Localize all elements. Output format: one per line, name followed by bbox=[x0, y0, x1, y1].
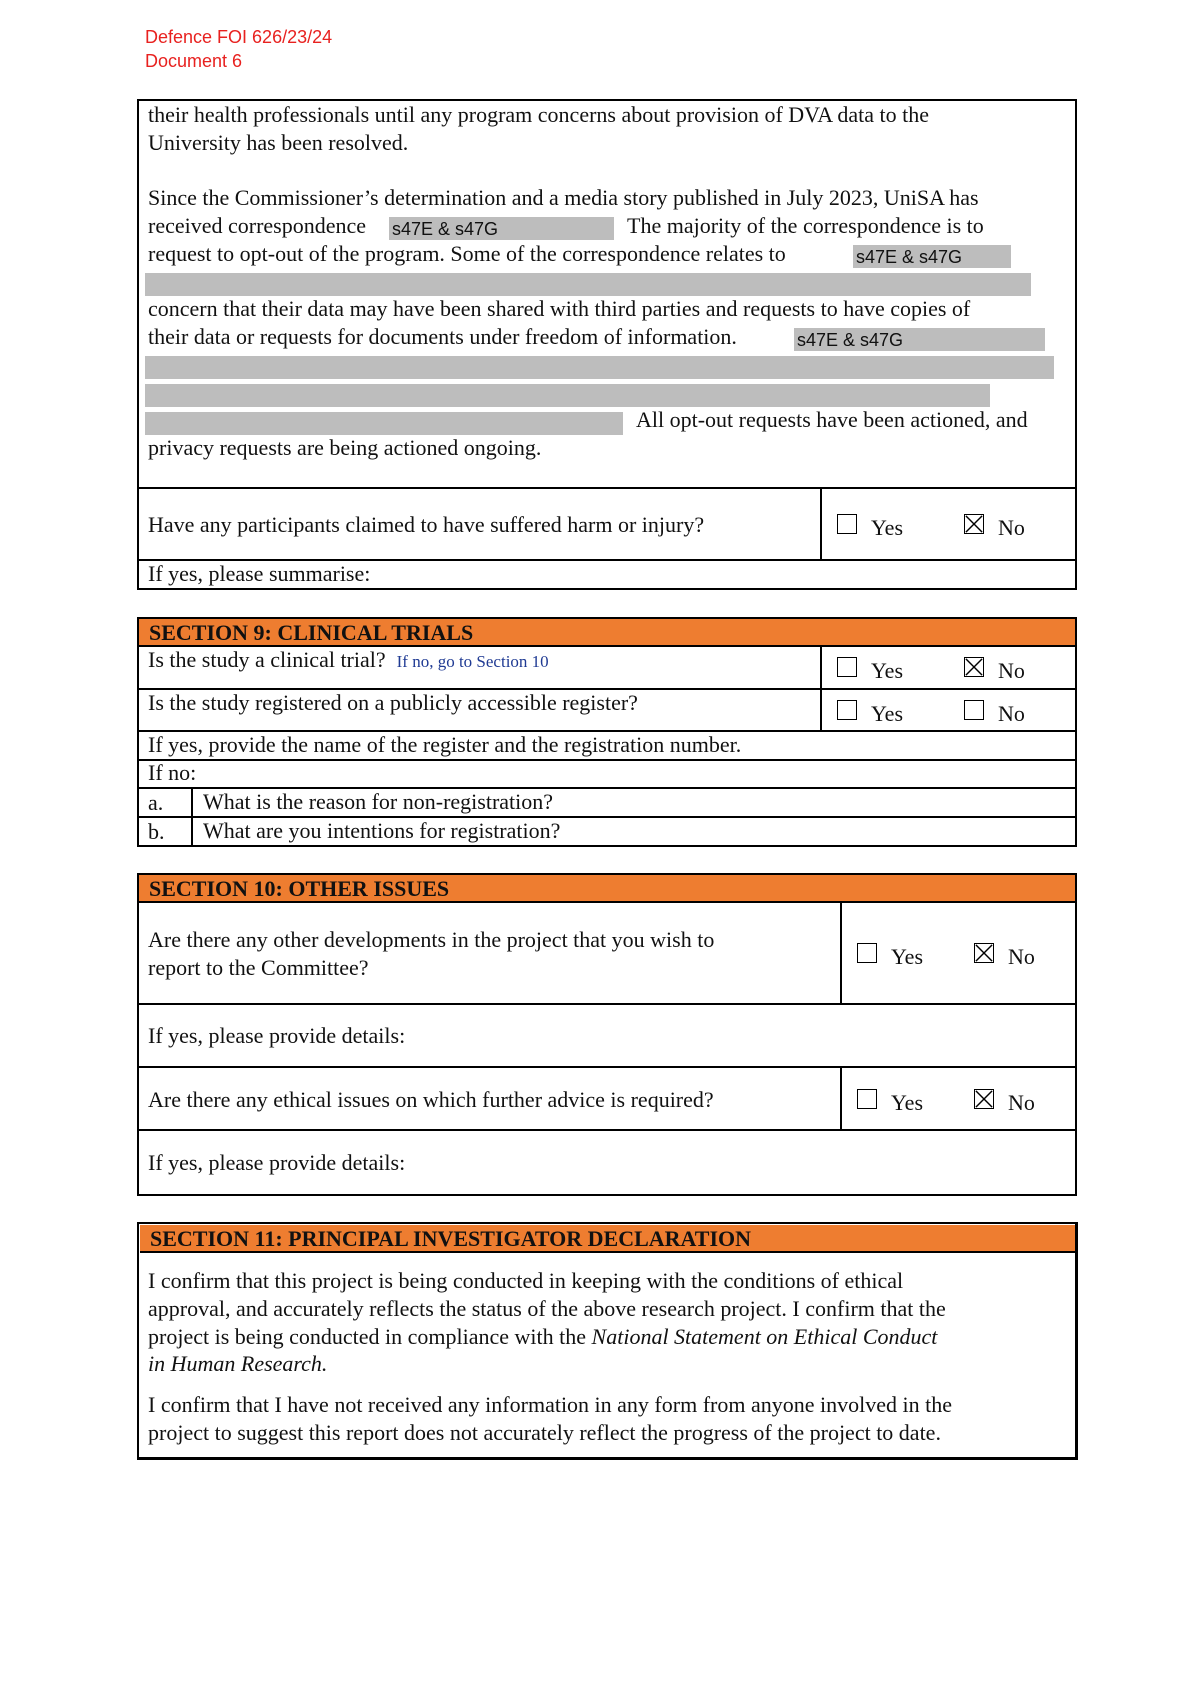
column-divider bbox=[820, 487, 822, 561]
paragraph-text: All opt-out requests have been actioned, and bbox=[636, 407, 1028, 432]
section-skip-note: If no, go to Section 10 bbox=[396, 652, 549, 671]
ethical-issues-question: Are there any ethical issues on which further advice is required? bbox=[148, 1087, 714, 1112]
paragraph-text: received correspondence bbox=[148, 213, 367, 238]
document-number: Document 6 bbox=[145, 51, 243, 71]
item-label: b. bbox=[148, 819, 165, 844]
paragraph-text: Since the Commissioner’s determination and a media story published in July 2023, UniSA has bbox=[148, 185, 979, 210]
paragraph-text: concern that their data may have been shared with third parties and requests to have copies of bbox=[148, 296, 971, 321]
paragraph-text: The majority of the correspondence is to bbox=[627, 213, 984, 238]
row-divider bbox=[137, 1066, 1077, 1068]
checkbox-label: Yes bbox=[871, 515, 904, 540]
column-divider bbox=[840, 903, 842, 1005]
national-statement-title: in Human Research. bbox=[148, 1351, 328, 1376]
column-divider bbox=[840, 1066, 842, 1131]
checkbox-label: Yes bbox=[871, 701, 904, 726]
national-statement-title: National Statement on Ethical Conduct bbox=[591, 1324, 938, 1349]
checkbox-label: Yes bbox=[891, 944, 924, 969]
section11-title: SECTION 11: PRINCIPAL INVESTIGATOR DECLARATION bbox=[140, 1225, 1075, 1253]
paragraph-text: their data or requests for documents under freedom of information. bbox=[148, 324, 737, 349]
checkbox-label: Yes bbox=[871, 658, 904, 683]
if-no-label: If no: bbox=[148, 760, 197, 785]
declaration-text: I confirm that I have not received any information in any form from anyone involved in the bbox=[148, 1392, 952, 1417]
declaration-text bbox=[148, 1350, 327, 1378]
section10-title: SECTION 10: OTHER ISSUES bbox=[139, 875, 1075, 903]
redaction-block bbox=[145, 356, 1054, 379]
clinical-trial-question: Is the study a clinical trial? If no, go to Section 10 bbox=[148, 647, 549, 672]
section9-title: SECTION 9: CLINICAL TRIALS bbox=[139, 619, 1075, 647]
redaction-block bbox=[145, 273, 1031, 296]
row-divider bbox=[137, 1003, 1077, 1005]
declaration-text: I confirm that this project is being conducted in keeping with the conditions of ethical bbox=[148, 1268, 904, 1293]
developments-no-checkbox[interactable] bbox=[974, 943, 994, 963]
details-label: If yes, please provide details: bbox=[148, 1150, 406, 1175]
declaration-text: approval, and accurately reflects the status of the above research project. I confirm that the bbox=[148, 1296, 946, 1321]
checkbox-label: Yes bbox=[891, 1090, 924, 1115]
clinical-trial-no-checkbox[interactable] bbox=[964, 657, 984, 677]
clinical-trial-yes-checkbox[interactable] bbox=[837, 657, 857, 677]
ethical-no-checkbox[interactable] bbox=[974, 1089, 994, 1109]
checkbox-label: No bbox=[1008, 1090, 1035, 1115]
harm-yes-checkbox[interactable] bbox=[837, 514, 857, 534]
developments-question: Are there any other developments in the project that you wish to bbox=[148, 927, 715, 952]
registration-intentions-label: What are you intentions for registration? bbox=[203, 818, 561, 843]
ethical-yes-checkbox[interactable] bbox=[857, 1089, 877, 1109]
row-divider bbox=[137, 1129, 1077, 1131]
harm-question: Have any participants claimed to have suffered harm or injury? bbox=[148, 512, 705, 537]
checkbox-label: No bbox=[998, 515, 1025, 540]
developments-yes-checkbox[interactable] bbox=[857, 943, 877, 963]
summarise-label: If yes, please summarise: bbox=[148, 561, 371, 586]
registered-yes-checkbox[interactable] bbox=[837, 700, 857, 720]
redaction-block: s47E & s47G bbox=[389, 217, 614, 240]
registered-no-checkbox[interactable] bbox=[964, 700, 984, 720]
details-label: If yes, please provide details: bbox=[148, 1023, 406, 1048]
row-divider bbox=[137, 759, 1077, 761]
redaction-block bbox=[145, 412, 623, 435]
declaration-text: project to suggest this report does not accurately reflect the progress of the project to date. bbox=[148, 1420, 941, 1445]
registered-question: Is the study registered on a publicly accessible register? bbox=[148, 690, 638, 715]
paragraph-text: their health professionals until any program concerns about provision of DVA data to the bbox=[148, 102, 930, 127]
checkbox-label: No bbox=[998, 701, 1025, 726]
foi-reference: Defence FOI 626/23/24 bbox=[145, 27, 333, 47]
paragraph-text: University has been resolved. bbox=[148, 130, 409, 155]
register-details-label: If yes, provide the name of the register and the registration number. bbox=[148, 732, 742, 757]
harm-no-checkbox[interactable] bbox=[964, 514, 984, 534]
non-registration-reason-label: What is the reason for non-registration? bbox=[203, 789, 554, 814]
redaction-block: s47E & s47G bbox=[794, 328, 1045, 351]
row-divider bbox=[137, 487, 1077, 489]
item-label: a. bbox=[148, 790, 164, 815]
checkbox-label: No bbox=[1008, 944, 1035, 969]
paragraph-text: request to opt-out of the program. Some of the correspondence relates to bbox=[148, 241, 786, 266]
redaction-block: s47E & s47G bbox=[853, 245, 1011, 268]
redaction-block bbox=[145, 384, 990, 407]
developments-question: report to the Committee? bbox=[148, 955, 369, 980]
paragraph-text: privacy requests are being actioned ongoing. bbox=[148, 435, 542, 460]
checkbox-label: No bbox=[998, 658, 1025, 683]
declaration-text: project is being conducted in compliance with the National Statement on Ethical Conduct bbox=[148, 1324, 938, 1349]
